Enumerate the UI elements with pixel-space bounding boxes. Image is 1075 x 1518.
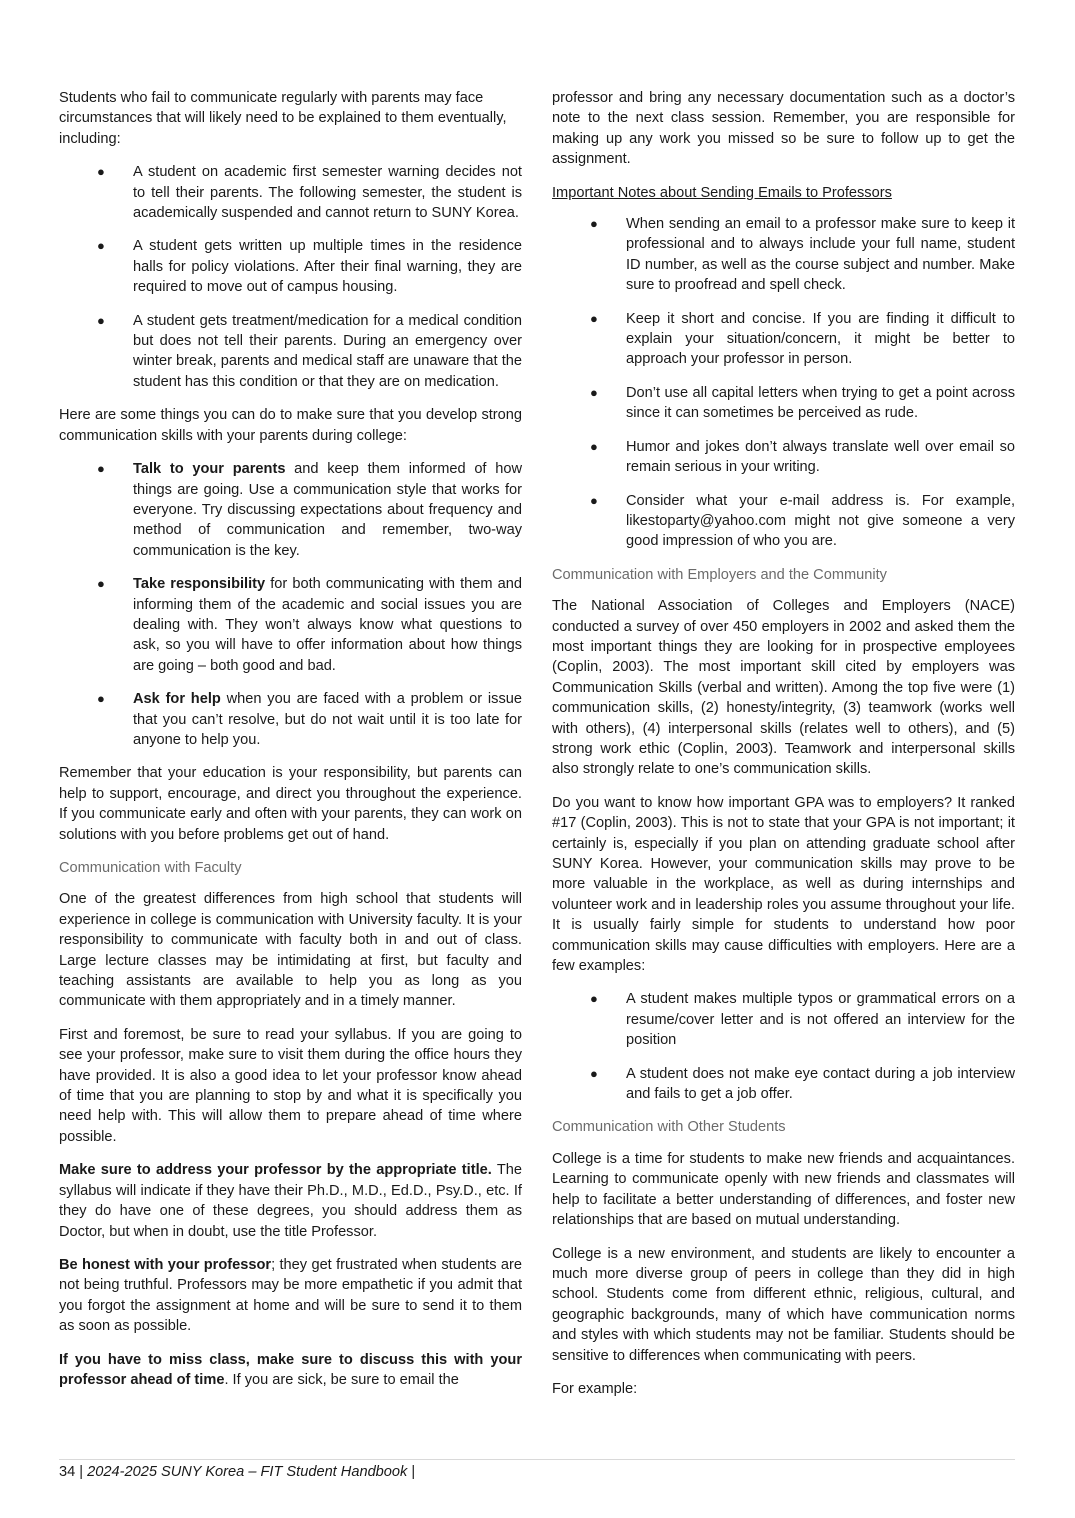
list-item: ● Keep it short and concise. If you are finding it difficult to explain your situation/concern, it might be better to approach your professor in person. [590, 310, 1015, 368]
email-tips-list [552, 214, 1015, 552]
footer-title: 2024-2025 SUNY Korea – FIT Student Handbook [87, 1464, 408, 1480]
list-item: ● A student gets treatment/medication for a medical condition but does not tell their parents. During an emergency over winter break, parents and medical staff are unaware that the student has this condition or that they are on medication. [97, 312, 522, 390]
list-item: ● A student makes multiple typos or grammatical errors on a resume/cover letter and is not offered an interview for the position [590, 991, 1015, 1049]
students-paragraph-2: College is a new environment, and students are likely to encounter a much more diverse group of peers in college than they did in high school. Students come from different ethnic, religious, cultural, and geographic backgrounds, many of which have communication norms and styles with which students may not be familiar. Students should be sensitive to differences when communicating with peers. [552, 1245, 1015, 1364]
faculty-paragraph-2: First and foremost, be sure to read your syllabus. If you are going to see your professor, make sure to visit them during the office hours they have provided. It is also a good idea to let your professor know ahead of time that you are planning to stop by and what it is specifically you need help with. This will allow them to prepare ahead of time where possible. [59, 1026, 522, 1145]
continuation-paragraph: professor and bring any necessary documentation such as a doctor’s note to the next class session. Remember, you are responsible for making up any work you missed so be sure to follow up to get the assignment. [552, 90, 1015, 168]
email-notes-heading: Important Notes about Sending Emails to Professors [552, 184, 892, 201]
faculty-heading: Communication with Faculty [59, 860, 242, 876]
employer-examples-list [552, 989, 1015, 1104]
bullet-icon: ● [590, 492, 598, 508]
title-paragraph: Make sure to address your professor by the appropriate title. The syllabus will indicate if they have their Ph.D., M.D., Ed.D., Psy.D., etc. If they do have one of these degrees, you should address them as Doctor, but when in doubt, use the title Professor. [59, 1162, 522, 1240]
faculty-paragraph-1: One of the greatest differences from high school that students will experience in college is communication with University faculty. It is your responsibility to communicate with faculty both in and out of class. Large lecture classes may be intimidating at first, but faculty and teaching assistants are available to help you as long as you communicate with them appropriately and in a timely manner. [59, 891, 522, 1010]
bullet-icon: ● [590, 384, 598, 400]
parents-intro-paragraph: Students who fail to communicate regularly with parents may face circumstances that will likely need to be explained to them eventually, including: [59, 90, 507, 147]
page-number: 34 [59, 1464, 76, 1480]
bullet-icon: ● [97, 164, 105, 180]
bullet-icon: ● [590, 1065, 598, 1081]
list-item: ● Talk to your parents and keep them informed of how things are going. Use a communication style that works for everyone. Try discussing expectations about frequency and method of communication and remember, two-way communication is the key. [97, 461, 522, 559]
bullet-icon: ● [590, 310, 598, 326]
employers-paragraph-2: Do you want to know how important GPA was to employers? It ranked #17 (Coplin, 2003). This is not to state that your GPA is not important; it certainly is, especially if you plan on attending graduate school after SUNY Korea. However, your communication skills may prove to be more valuable in the workplace, as well as during internships and volunteer work and in leadership roles you assume throughout your life. It is usually fairly simple for students to understand how poor communication skills may cause difficulties with employers. Here are a few examples: [552, 794, 1015, 975]
list-item: ● A student on academic first semester warning decides not to tell their parents. The following semester, the student is academically suspended and cannot return to SUNY Korea. [97, 164, 522, 222]
students-paragraph-1: College is a time for students to make new friends and acquaintances. Learning to communicate openly with new friends and classmates will help to facilitate a better understanding of differences, and foster new relationships that are based on mutual understanding. [552, 1150, 1015, 1229]
list-item: ● Ask for help when you are faced with a problem or issue that you can’t resolve, but do not wait until it is too late for anyone to help you. [97, 691, 522, 748]
list-item: ● Humor and jokes don’t always translate well over email so remain serious in your writing. [590, 438, 1015, 476]
parents-tips-list [59, 459, 522, 750]
honest-paragraph: Be honest with your professor; they get frustrated when students are not being truthful. Professors may be more empathetic if you admit that you forgot the assignment at home and will be sure to send it to them as soon as possible. [59, 1256, 522, 1335]
bullet-icon: ● [590, 216, 598, 232]
bullet-icon: ● [97, 461, 105, 477]
list-item: ● Take responsibility for both communicating with them and informing them of the academic and social issues you are dealing with. They won’t always know what questions to ask, so you will have to offer information about how things are going – both good and bad. [97, 576, 522, 674]
bullet-icon: ● [590, 991, 598, 1007]
miss-class-paragraph: If you have to miss class, make sure to discuss this with your professor ahead of time. If you are sick, be sure to email the [59, 1351, 522, 1388]
bullet-icon: ● [97, 576, 105, 592]
page-footer [59, 1459, 1015, 1482]
employers-heading: Communication with Employers and the Community [552, 566, 887, 583]
for-example-paragraph: For example: [552, 1380, 638, 1397]
bullet-icon: ● [590, 438, 598, 454]
bullet-icon: ● [97, 691, 105, 707]
bullet-icon: ● [97, 238, 105, 254]
remember-paragraph: Remember that your education is your responsibility, but parents can help to support, encourage, and direct you throughout the experience. If you communicate early and often with your parents, they can work on solutions with you before problems get out of hand. [59, 765, 522, 843]
list-item: ● A student does not make eye contact during a job interview and fails to get a job offer. [590, 1065, 1015, 1103]
list-item: ● A student gets written up multiple times in the residence halls for policy violations. After their final warning, they are required to move out of campus housing. [97, 238, 522, 296]
left-column [59, 88, 522, 1403]
list-item: ● Don’t use all capital letters when trying to get a point across since it can sometimes be perceived as rude. [590, 384, 1015, 422]
list-item: ● Consider what your e-mail address is. For example, likestoparty@yahoo.com might not give someone a very good impression of who you are. [590, 492, 1015, 550]
students-heading: Communication with Other Students [552, 1119, 786, 1136]
bullet-icon: ● [97, 312, 105, 328]
right-column [552, 88, 1015, 1412]
employers-paragraph-1: The National Association of Colleges and Employers (NACE) conducted a survey of over 450 employers in 2002 and asked them the most important things they are looking for in prospective employees (Coplin, 2003). The most important skill cited by employers was Communication Skills (verbal and written). Among the top five were (1) communication skills, (2) honesty/integrity, (3) teamwork (works well with others), (4) interpersonal skills (relates well to others), and (5) strong work ethic (Coplin, 2003). Teamwork and interpersonal skills also strongly relate to one’s communication skills. [552, 598, 1015, 778]
footer-separator: | [75, 1464, 88, 1480]
tips-intro-paragraph: Here are some things you can do to make sure that you develop strong communication skills with your parents during college: [59, 407, 522, 444]
footer-trail: | [407, 1464, 416, 1480]
parents-examples-list [59, 162, 522, 392]
list-item: ● When sending an email to a professor make sure to keep it professional and to always include your full name, student ID number, as well as the course subject and number. Make sure to proofread and spell check. [590, 216, 1015, 294]
